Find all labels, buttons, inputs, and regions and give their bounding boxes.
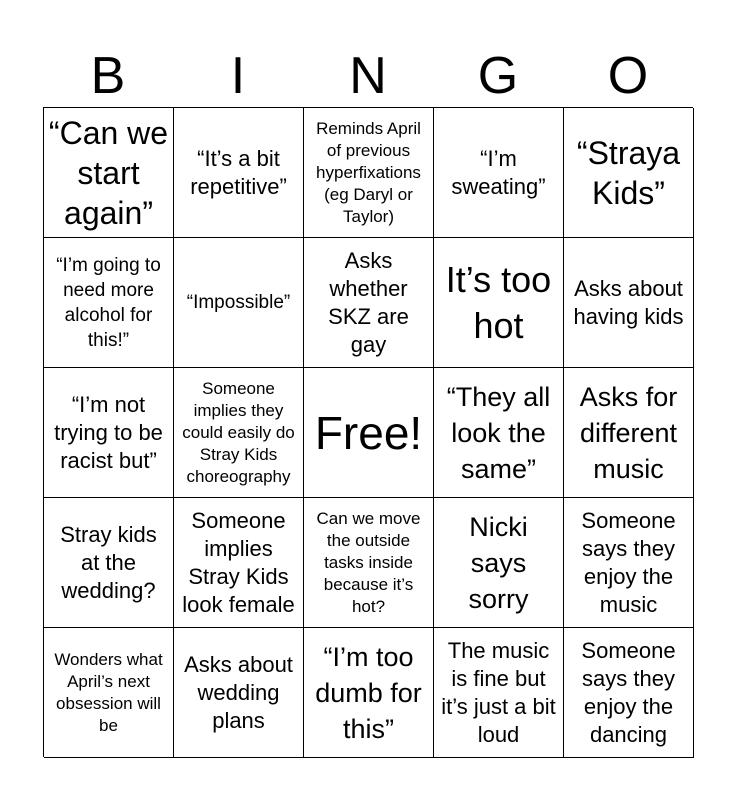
bingo-cell-r1c1[interactable]	[44, 108, 174, 238]
bingo-cell-text: “I’m going to need more alcohol for this!”	[56, 254, 161, 351]
bingo-cell-text: “They all look the same”	[446, 381, 551, 484]
bingo-cell-r1c5[interactable]	[564, 108, 694, 238]
bingo-cell-r5c4[interactable]	[434, 628, 564, 758]
bingo-cell-text: Someone says they enjoy the dancing	[581, 637, 676, 747]
bingo-cell-text: “I’m not trying to be racist but”	[54, 391, 163, 473]
bingo-cell-r2c3[interactable]	[304, 238, 434, 368]
bingo-cell-text: “Straya Kids”	[576, 134, 681, 211]
header-letter-o: O	[607, 47, 649, 105]
bingo-cell-r3c1[interactable]	[44, 368, 174, 498]
bingo-cell-text: Someone implies they could easily do Stray Kids choreography	[182, 378, 295, 486]
bingo-cell-text: Free!	[314, 406, 423, 459]
bingo-cell-text: Reminds April of previous hyperfixations (eg Daryl or Taylor)	[316, 118, 421, 226]
bingo-cell-r4c5[interactable]	[564, 498, 694, 628]
bingo-cell-r1c2[interactable]	[174, 108, 304, 238]
bingo-cell-r3c5[interactable]	[564, 368, 694, 498]
bingo-cell-r1c4[interactable]	[434, 108, 564, 238]
bingo-cell-r5c1[interactable]	[44, 628, 174, 758]
bingo-cell-r3c4[interactable]	[434, 368, 564, 498]
bingo-cell-text: “I’m too dumb for this”	[315, 641, 422, 744]
bingo-cell-text: Can we move the outside tasks inside because it’s hot?	[316, 508, 421, 616]
bingo-cell-text: Nicki says sorry	[468, 511, 529, 614]
bingo-cell-r1c3[interactable]	[304, 108, 434, 238]
bingo-cell-r4c4[interactable]	[434, 498, 564, 628]
bingo-cell-text: Someone implies Stray Kids look female	[182, 507, 295, 617]
bingo-cell-text: “It’s a bit repetitive”	[190, 145, 287, 199]
bingo-cell-r2c4[interactable]	[434, 238, 564, 368]
bingo-cell-r2c2[interactable]	[174, 238, 304, 368]
bingo-cell-text: Stray kids at the wedding?	[60, 521, 157, 603]
bingo-cell-text: It’s too hot	[445, 258, 552, 346]
bingo-cell-r2c5[interactable]	[564, 238, 694, 368]
bingo-cell-r5c5[interactable]	[564, 628, 694, 758]
bingo-cell-text: The music is fine but it’s just a bit loud	[441, 637, 556, 747]
bingo-cell-text: “I’m sweating”	[451, 145, 546, 199]
bingo-cell-text: “Can we start again”	[48, 114, 169, 231]
bingo-cell-text: Someone says they enjoy the music	[581, 507, 676, 617]
bingo-cell-r4c1[interactable]	[44, 498, 174, 628]
header-letter-n: N	[349, 47, 387, 105]
bingo-cell-r2c1[interactable]	[44, 238, 174, 368]
header-letter-g: G	[477, 47, 519, 105]
bingo-cell-text: “Impossible”	[186, 292, 291, 313]
bingo-cell-r5c2[interactable]	[174, 628, 304, 758]
bingo-cell-r5c3[interactable]	[304, 628, 434, 758]
bingo-card-grid	[43, 107, 693, 757]
bingo-header	[43, 46, 693, 106]
bingo-cell-text: Asks about having kids	[573, 275, 684, 329]
header-letter-b: B	[90, 47, 126, 105]
bingo-cell-r4c2[interactable]	[174, 498, 304, 628]
bingo-cell-free[interactable]	[304, 368, 434, 498]
bingo-cell-r4c3[interactable]	[304, 498, 434, 628]
bingo-cell-text: Asks about wedding plans	[184, 651, 293, 733]
bingo-cell-text: Asks for different music	[579, 381, 678, 484]
bingo-cell-text: Asks whether SKZ are gay	[328, 247, 409, 357]
header-letter-i: I	[230, 47, 246, 105]
bingo-cell-text: Wonders what April’s next obsession will be	[54, 649, 163, 735]
bingo-cell-r3c2[interactable]	[174, 368, 304, 498]
